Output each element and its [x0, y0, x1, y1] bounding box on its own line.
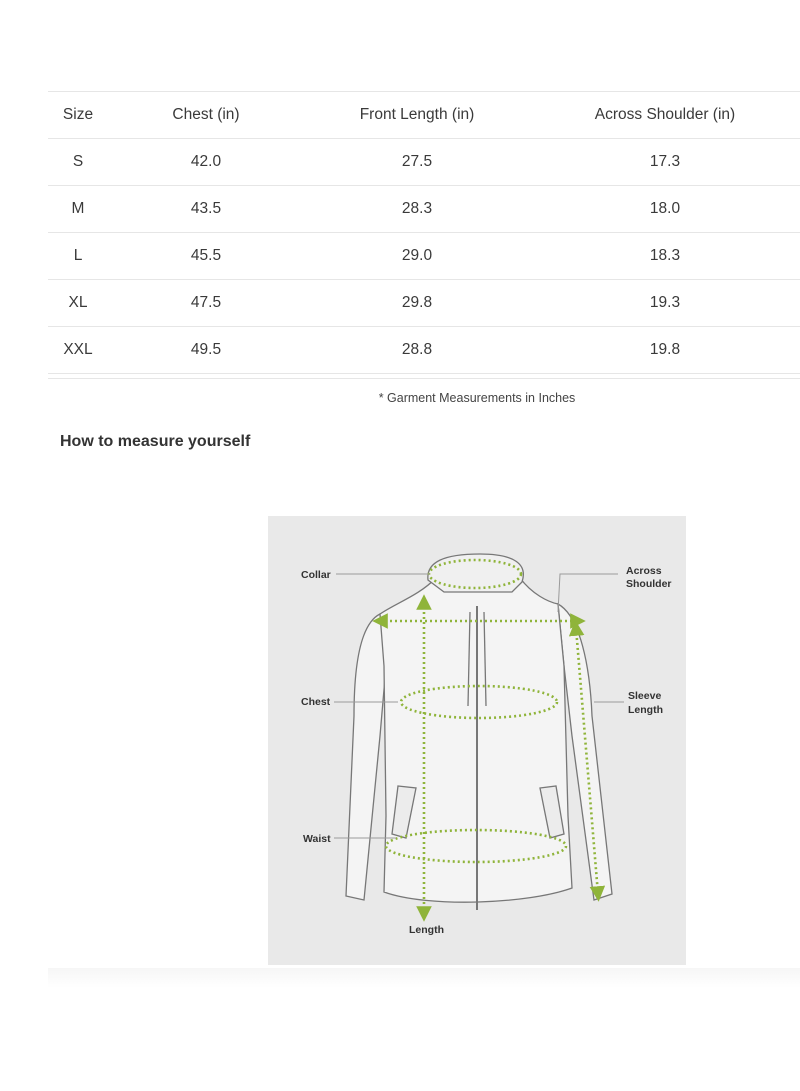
- section-title: How to measure yourself: [60, 433, 251, 450]
- across-shoulder-cell: 18.0: [530, 186, 800, 233]
- table-bottom-divider: [48, 378, 800, 379]
- sleeve-length-label-line1: Sleeve: [628, 690, 662, 702]
- table-row: [48, 186, 800, 233]
- hoodie-diagram-svg: [268, 516, 686, 965]
- chest-label: Chest: [301, 696, 331, 708]
- left-sleeve: [346, 614, 386, 900]
- chest-cell: 42.0: [108, 139, 304, 186]
- size-cell: M: [48, 186, 108, 233]
- front-length-cell: 28.3: [304, 186, 530, 233]
- chest-cell: 49.5: [108, 327, 304, 374]
- chest-cell: 43.5: [108, 186, 304, 233]
- across-shoulder-cell: 17.3: [530, 139, 800, 186]
- table-row: [48, 139, 800, 186]
- table-row: [48, 280, 800, 327]
- across-shoulder-label-line1: Across: [626, 565, 662, 577]
- size-cell: XXL: [48, 327, 108, 374]
- column-header-front-length: Front Length (in): [304, 92, 530, 139]
- hoodie-outline: [346, 554, 612, 910]
- front-length-cell: 29.0: [304, 233, 530, 280]
- table-row: [48, 327, 800, 374]
- size-chart-table: [48, 91, 800, 374]
- front-length-cell: 27.5: [304, 139, 530, 186]
- column-header-across-shoulder: Across Shoulder (in): [530, 92, 800, 139]
- length-label: Length: [409, 924, 444, 936]
- chest-cell: 45.5: [108, 233, 304, 280]
- front-length-cell: 28.8: [304, 327, 530, 374]
- measurement-diagram: [268, 516, 686, 965]
- size-cell: XL: [48, 280, 108, 327]
- across-shoulder-label-line2: Shoulder: [626, 578, 672, 590]
- size-cell: S: [48, 139, 108, 186]
- table-header-row: [48, 92, 800, 139]
- section-bottom-shadow: [48, 968, 800, 988]
- sleeve-length-label-line2: Length: [628, 704, 663, 716]
- front-length-cell: 29.8: [304, 280, 530, 327]
- chest-cell: 47.5: [108, 280, 304, 327]
- measurement-note: * Garment Measurements in Inches: [378, 391, 576, 405]
- across-shoulder-cell: 19.3: [530, 280, 800, 327]
- across-shoulder-leader: [558, 574, 618, 612]
- column-header-size: Size: [48, 92, 108, 139]
- across-shoulder-cell: 18.3: [530, 233, 800, 280]
- size-cell: L: [48, 233, 108, 280]
- across-shoulder-cell: 19.8: [530, 327, 800, 374]
- waist-label: Waist: [303, 833, 331, 845]
- table-row: [48, 233, 800, 280]
- collar-label: Collar: [301, 569, 331, 581]
- column-header-chest: Chest (in): [108, 92, 304, 139]
